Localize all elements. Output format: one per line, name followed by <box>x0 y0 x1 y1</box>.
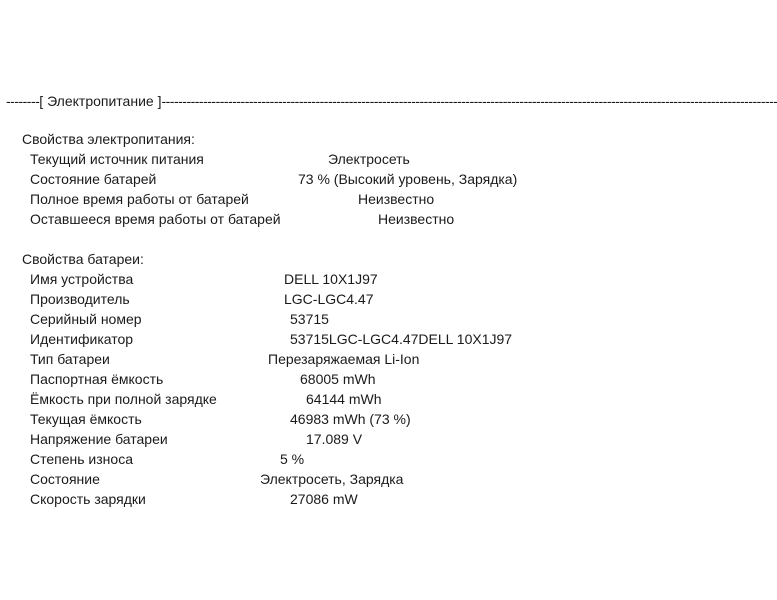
battery-key-serial: Серийный номер <box>30 311 142 327</box>
battery-key-type: Тип батареи <box>30 351 110 367</box>
battery-value-current-capacity: 46983 mWh (73 %) <box>290 411 411 427</box>
header-prefix: -------- <box>6 93 40 109</box>
power-value-battery-state: 73 % (Высокий уровень, Зарядка) <box>298 171 518 187</box>
battery-value-full-charge-capacity: 64144 mWh <box>306 391 382 407</box>
header-title: [ Электропитание ] <box>39 93 162 109</box>
battery-value-type: Перезаряжаемая Li-Ion <box>268 351 420 367</box>
battery-value-voltage: 17.089 V <box>306 431 363 447</box>
battery-properties-title: Свойства батареи: <box>22 251 144 267</box>
header-suffix: ---------------------------------------------------------------------------------------------------------------------------------------------------- <box>161 93 777 109</box>
battery-key-wear-level: Степень износа <box>30 451 133 467</box>
battery-key-design-capacity: Паспортная ёмкость <box>30 371 164 387</box>
power-properties-title: Свойства электропитания: <box>22 131 195 147</box>
battery-key-identifier: Идентификатор <box>30 331 134 347</box>
power-key-full-time: Полное время работы от батарей <box>30 191 249 207</box>
battery-key-manufacturer: Производитель <box>30 291 130 307</box>
battery-value-serial: 53715 <box>290 311 329 327</box>
battery-value-manufacturer: LGC-LGC4.47 <box>284 291 374 307</box>
battery-value-wear-level: 5 % <box>280 451 305 467</box>
battery-value-charge-rate: 27086 mW <box>290 491 358 507</box>
battery-key-device-name: Имя устройства <box>30 271 134 287</box>
battery-value-state: Электросеть, Зарядка <box>260 471 404 487</box>
power-value-remaining-time: Неизвестно <box>378 211 455 227</box>
power-key-remaining-time: Оставшееся время работы от батарей <box>30 211 281 227</box>
battery-key-charge-rate: Скорость зарядки <box>30 491 146 507</box>
battery-value-design-capacity: 68005 mWh <box>300 371 376 387</box>
battery-value-identifier: 53715LGC-LGC4.47DELL 10X1J97 <box>290 331 513 347</box>
battery-value-device-name: DELL 10X1J97 <box>284 271 378 287</box>
battery-key-voltage: Напряжение батареи <box>30 431 168 447</box>
power-value-source: Электросеть <box>328 151 410 167</box>
power-value-full-time: Неизвестно <box>358 191 435 207</box>
power-key-source: Текущий источник питания <box>30 151 204 167</box>
battery-key-full-charge-capacity: Ёмкость при полной зарядке <box>30 391 217 407</box>
section-header <box>6 92 777 110</box>
battery-key-current-capacity: Текущая ёмкость <box>30 411 142 427</box>
battery-key-state: Состояние <box>30 471 100 487</box>
power-key-battery-state: Состояние батарей <box>30 171 157 187</box>
